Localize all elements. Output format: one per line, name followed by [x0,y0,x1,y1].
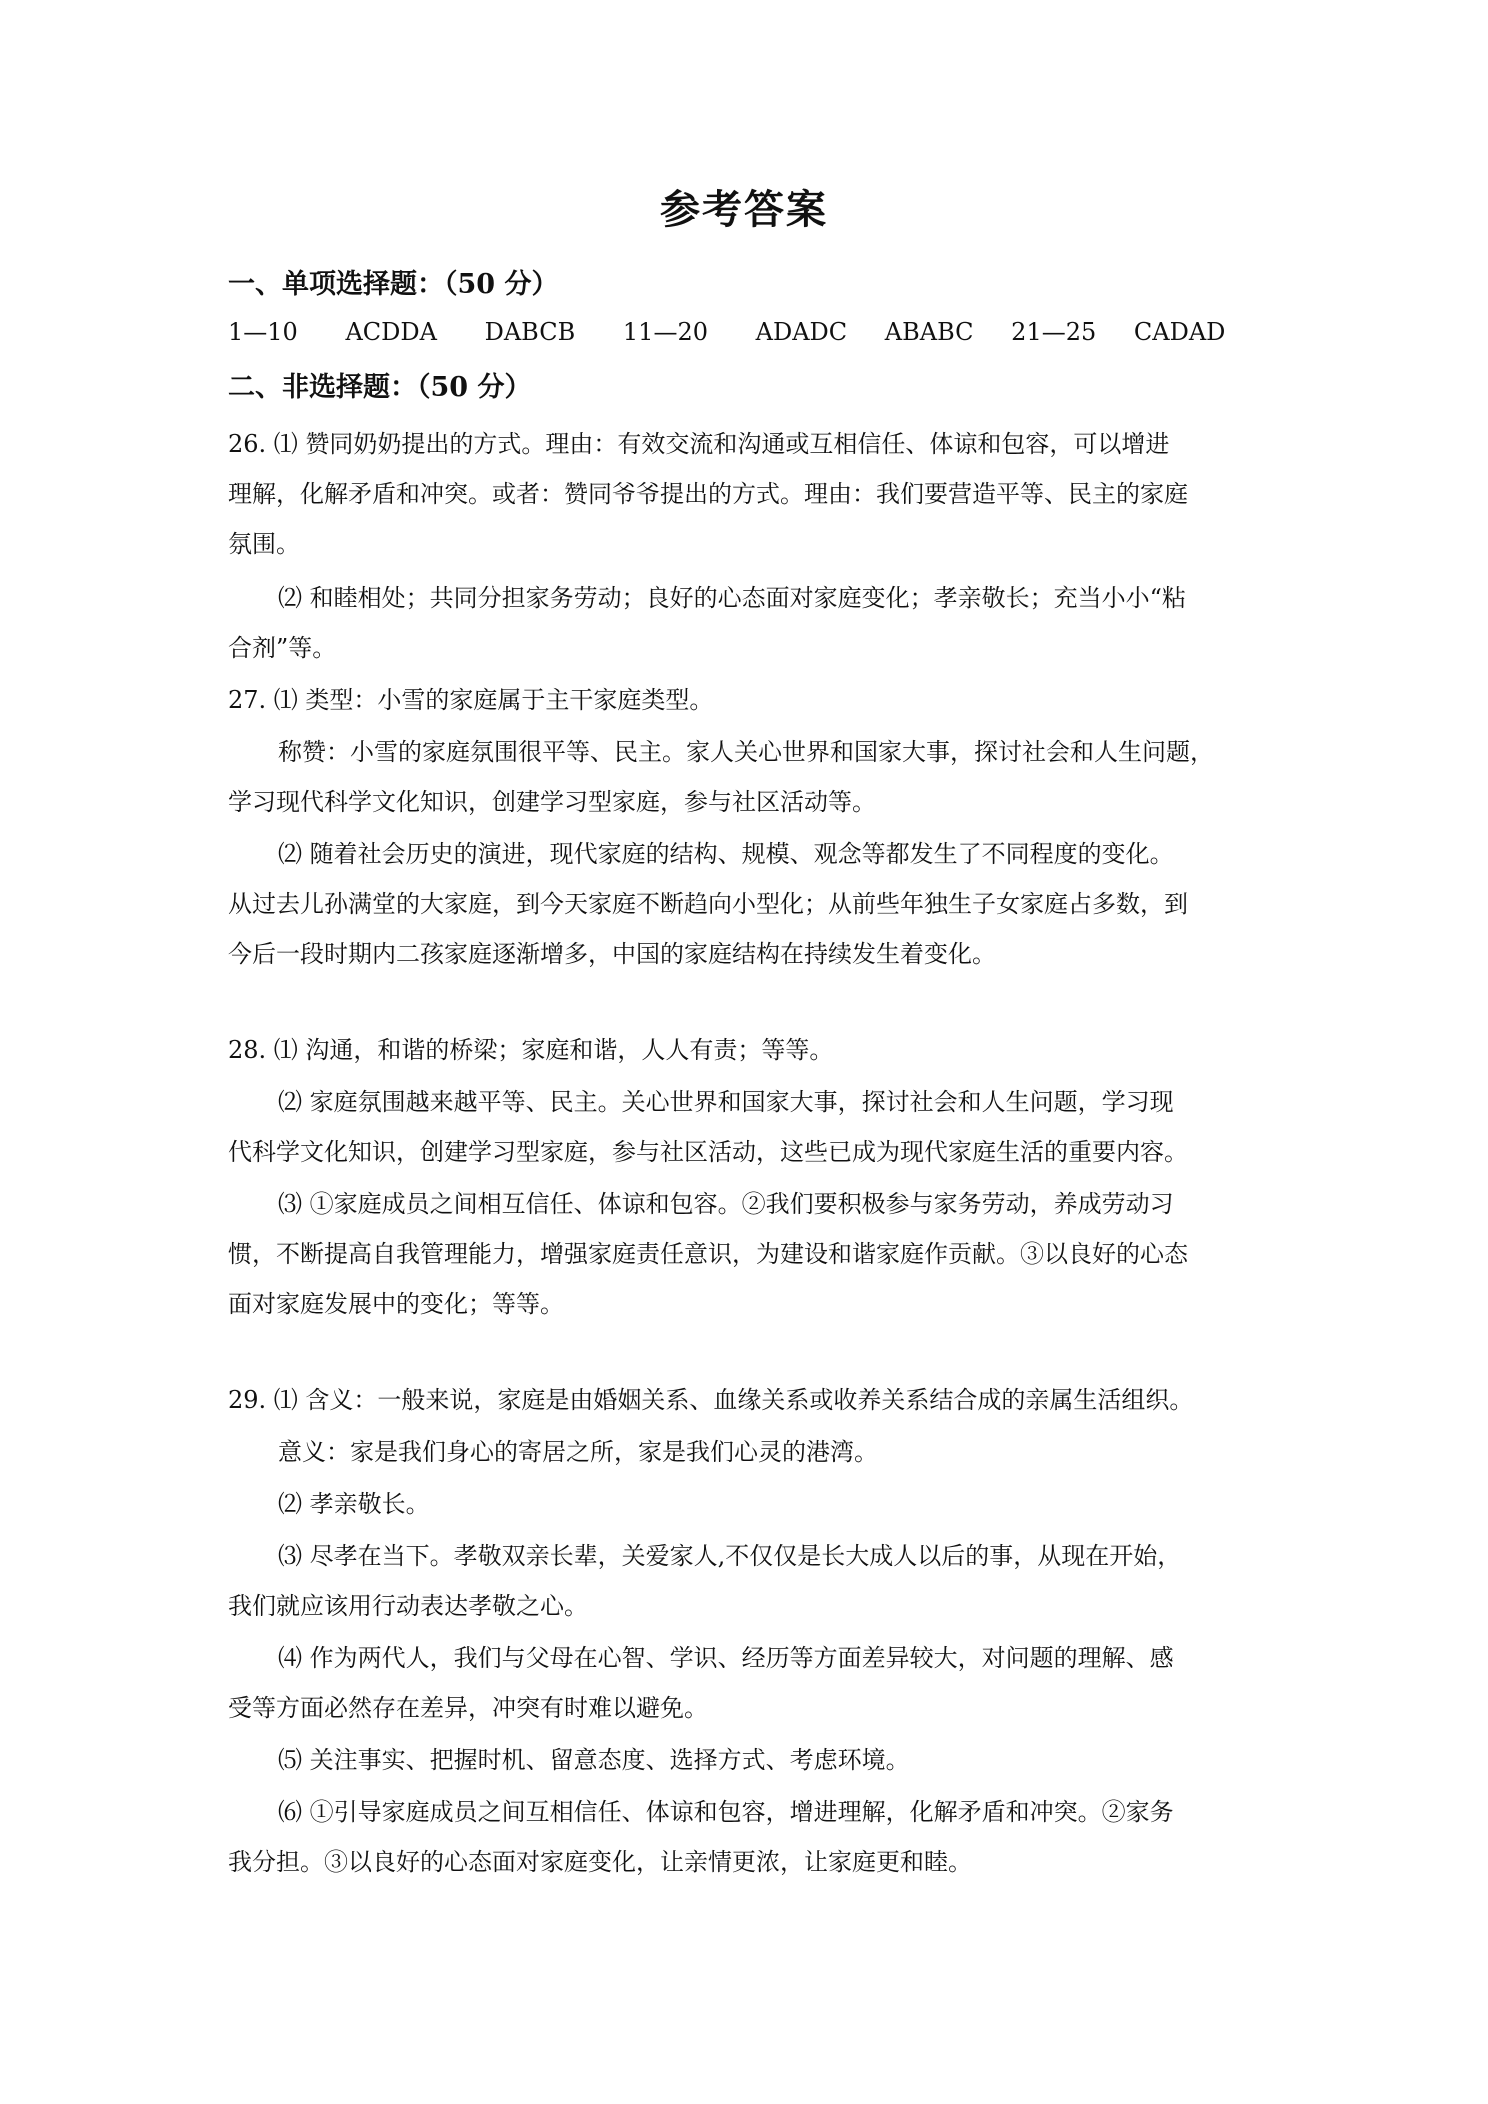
page-title: 参考答案 [660,186,828,233]
multiple-choice-answers [228,318,1225,346]
answer-set: ACDDA [345,318,437,346]
answer-line: 称赞：小雪的家庭氛围很平等、民主。家人关心世界和国家大事，探讨社会和人生问题， [278,738,1214,766]
answer-line: 氛围。 [228,530,300,558]
answer-line: 合剂”等。 [228,634,337,662]
answer-line: 我们就应该用行动表达孝敬之心。 [228,1592,588,1620]
answer-line: ⑵ 孝亲敬长。 [278,1490,430,1518]
answer-line: ⑵ 和睦相处；共同分担家务劳动；良好的心态面对家庭变化；孝亲敬长；充当小小“粘 [278,584,1186,612]
answer-line: 意义：家是我们身心的寄居之所，家是我们心灵的港湾。 [278,1438,878,1466]
answer-line: 理解，化解矛盾和冲突。或者：赞同爷爷提出的方式。理由：我们要营造平等、民主的家庭 [228,480,1188,508]
answer-line: 学习现代科学文化知识，创建学习型家庭，参与社区活动等。 [228,788,876,816]
answer-line: 26. ⑴ 赞同奶奶提出的方式。理由：有效交流和沟通或互相信任、体谅和包容，可以增进 [228,430,1170,458]
answer-line: 29. ⑴ 含义：一般来说，家庭是由婚姻关系、血缘关系或收养关系结合成的亲属生活组织。 [228,1386,1194,1414]
answer-line: ⑶ 尽孝在当下。孝敬双亲长辈，关爱家人,不仅仅是长大成人以后的事，从现在开始， [278,1542,1182,1570]
answer-line: 代科学文化知识，创建学习型家庭，参与社区活动，这些已成为现代家庭生活的重要内容。 [228,1138,1188,1166]
answer-line: ⑶ ①家庭成员之间相互信任、体谅和包容。②我们要积极参与家务劳动，养成劳动习 [278,1190,1174,1218]
answer-line: 惯，不断提高自我管理能力，增强家庭责任意识，为建设和谐家庭作贡献。③以良好的心态 [228,1240,1188,1268]
answer-range: 21—25 [1011,318,1097,346]
answer-line: 28. ⑴ 沟通，和谐的桥梁；家庭和谐，人人有责；等等。 [228,1036,834,1064]
answer-line: 27. ⑴ 类型：小雪的家庭属于主干家庭类型。 [228,686,714,714]
answer-range: 11—20 [622,318,708,346]
answer-line: 我分担。③以良好的心态面对家庭变化，让亲情更浓，让家庭更和睦。 [228,1848,972,1876]
answer-set: ADADC [755,318,848,346]
answer-range: 1—10 [228,318,298,346]
answer-line: 从过去儿孙满堂的大家庭，到今天家庭不断趋向小型化；从前些年独生子女家庭占多数，到 [228,890,1188,918]
answer-line: ⑸ 关注事实、把握时机、留意态度、选择方式、考虑环境。 [278,1746,910,1774]
answer-set: DABCB [484,318,576,346]
answer-set: CADAD [1133,318,1226,346]
section1-heading: 一、单项选择题：（50 分） [228,269,559,300]
section2-heading: 二、非选择题：（50 分） [228,372,532,403]
answer-line: 今后一段时期内二孩家庭逐渐增多，中国的家庭结构在持续发生着变化。 [228,940,996,968]
answer-line: ⑵ 随着社会历史的演进，现代家庭的结构、规模、观念等都发生了不同程度的变化。 [278,840,1174,868]
answer-line: ⑹ ①引导家庭成员之间互相信任、体谅和包容，增进理解，化解矛盾和冲突。②家务 [278,1798,1174,1826]
answer-set: ABABC [884,318,974,346]
answer-line: ⑵ 家庭氛围越来越平等、民主。关心世界和国家大事，探讨社会和人生问题，学习现 [278,1088,1174,1116]
answer-line: 面对家庭发展中的变化；等等。 [228,1290,564,1318]
answer-line: ⑷ 作为两代人，我们与父母在心智、学识、经历等方面差异较大，对问题的理解、感 [278,1644,1174,1672]
answer-line: 受等方面必然存在差异，冲突有时难以避免。 [228,1694,708,1722]
